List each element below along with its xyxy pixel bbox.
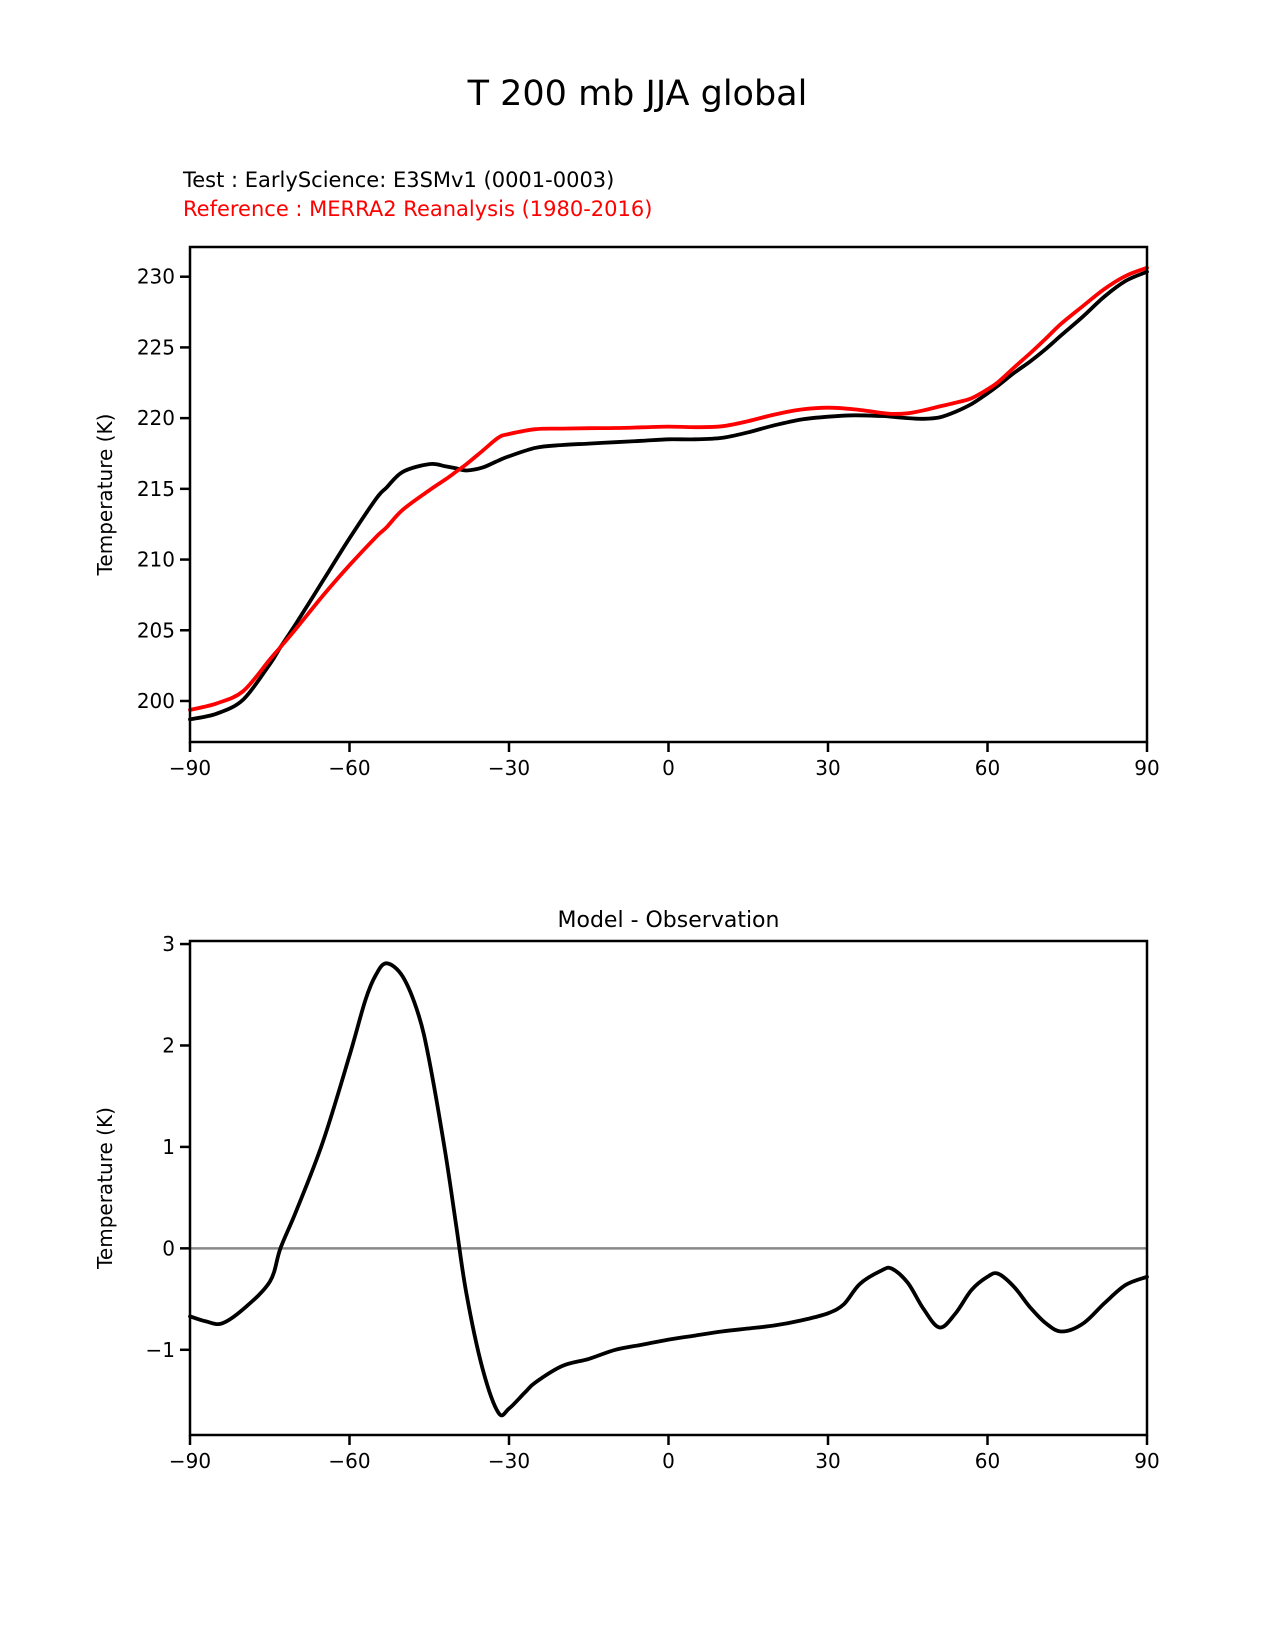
y-tick-label: 0	[162, 1236, 175, 1261]
y-tick-label: 215	[136, 476, 175, 501]
axes-frame	[190, 941, 1147, 1435]
x-tick-label: 0	[662, 756, 675, 780]
y-tick-label: 210	[136, 547, 175, 572]
axes-frame	[190, 247, 1147, 742]
y-tick-label: 3	[162, 932, 175, 957]
y-tick-label: 2	[162, 1033, 175, 1058]
y-tick-label: −1	[145, 1337, 175, 1362]
test-label: Test : EarlyScience: E3SMv1 (0001-0003)	[183, 168, 615, 192]
x-tick-label: 30	[815, 756, 841, 780]
x-tick-label: 60	[974, 1449, 1001, 1473]
y-tick-label: 230	[136, 264, 175, 289]
x-tick-label: −30	[487, 1449, 531, 1473]
top-chart	[93, 247, 1160, 780]
x-tick-label: 90	[1134, 1449, 1160, 1473]
series-line-0	[190, 272, 1147, 720]
series-line-0	[190, 963, 1147, 1415]
x-tick-label: −30	[487, 756, 531, 780]
bottom-chart	[93, 908, 1160, 1473]
y-tick-label: 205	[136, 618, 175, 643]
panel-title: Model - Observation	[557, 908, 780, 933]
x-tick-label: −60	[328, 1449, 371, 1473]
y-tick-label: 220	[136, 406, 175, 431]
y-tick-label: 225	[136, 335, 175, 360]
reference-label: Reference : MERRA2 Reanalysis (1980-2016)	[183, 197, 653, 221]
y-tick-label: 200	[136, 688, 175, 713]
x-tick-label: −60	[328, 756, 371, 780]
x-tick-label: −90	[168, 756, 212, 780]
x-tick-label: 60	[974, 756, 1001, 780]
x-tick-label: 0	[662, 1449, 675, 1473]
y-axis-label: Temperature (K)	[93, 1107, 117, 1269]
x-tick-label: −90	[168, 1449, 212, 1473]
y-tick-label: 1	[162, 1134, 175, 1159]
x-tick-label: 90	[1134, 756, 1160, 780]
series-line-1	[190, 268, 1147, 710]
page-title: T 200 mb JJA global	[467, 74, 808, 114]
x-tick-label: 30	[815, 1449, 841, 1473]
y-axis-label: Temperature (K)	[93, 413, 117, 576]
